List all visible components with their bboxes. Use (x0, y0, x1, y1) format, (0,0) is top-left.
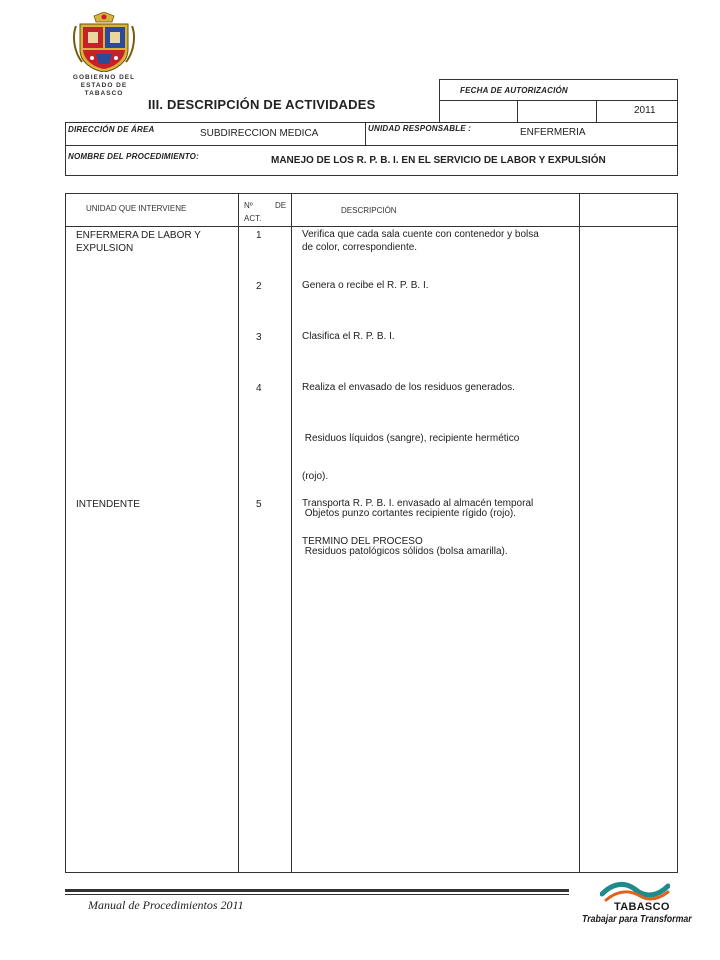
coat-of-arms (72, 12, 136, 106)
table-header-line (65, 226, 678, 227)
activity-desc-2 (302, 280, 576, 293)
activity-num-3: 3 (256, 332, 262, 343)
header-num-c: ACT. (244, 214, 262, 223)
footer-rule-thick (65, 889, 569, 892)
col-divider-3 (579, 193, 580, 873)
activity-detail-line-4: Residuos patológicos sólidos (bolsa amarilla). (302, 545, 508, 557)
authorization-year: 2011 (634, 105, 656, 116)
activity-desc-5 (302, 498, 576, 511)
activity-desc-5-line-1: Transporta R. P. B. I. envasado al almacén temporal (302, 498, 534, 509)
page-title: III. DESCRIPCIÓN DE ACTIVIDADES (148, 97, 376, 112)
unit-cell-2: INTENDENTE (76, 499, 140, 510)
activity-num-1: 1 (256, 230, 262, 241)
process-end (302, 536, 576, 549)
activity-detail-line-2: (rojo). (302, 470, 329, 482)
authorization-label: FECHA DE AUTORIZACIÓN (460, 86, 568, 95)
tabasco-slogan: Trabajar para Transformar (582, 914, 692, 925)
activity-desc-1-line-1: Verifica que cada sala cuente con contenedor y bolsa (302, 229, 539, 240)
procedure-value: MANEJO DE LOS R. P. B. I. EN EL SERVICIO DE LABOR Y EXPULSIÓN (271, 155, 606, 166)
auth-divider-1 (517, 100, 518, 123)
header-num-b: DE (275, 201, 287, 210)
tabasco-logo-icon (600, 878, 670, 902)
area-unit-divider (365, 122, 366, 146)
header-description: DESCRIPCIÓN (341, 206, 397, 215)
col-divider-2 (291, 193, 292, 873)
activity-desc-1-line-2: de color, correspondiente. (302, 241, 418, 253)
unit-cell-1: ENFERMERA DE LABOR Y EXPULSION (76, 230, 201, 254)
header-unit: UNIDAD QUE INTERVIENE (86, 204, 187, 213)
activity-desc-3 (302, 331, 576, 344)
tabasco-logo-name: TABASCO (614, 901, 670, 913)
activity-num-5: 5 (256, 499, 262, 510)
footer-rule-thin (65, 894, 569, 895)
procedure-label: NOMBRE DEL PROCEDIMIENTO: (68, 152, 199, 161)
area-label: DIRECCIÓN DE ÁREA (68, 125, 155, 134)
tabasco-logo (582, 874, 692, 930)
gov-line-2: ESTADO DE (80, 82, 128, 89)
process-end-line: TERMINO DEL PROCESO (302, 536, 423, 547)
activity-num-2: 2 (256, 281, 262, 292)
activity-desc-3-line-1: Clasifica el R. P. B. I. (302, 331, 395, 342)
col-divider-1 (238, 193, 239, 873)
activity-detail-line-3: Objetos punzo cortantes recipiente rígido (rojo). (302, 508, 516, 519)
activity-desc-2-line-1: Genera o recibe el R. P. B. I. (302, 280, 429, 291)
gov-line-1: GOBIERNO DEL (72, 74, 136, 81)
activity-desc-1 (302, 229, 576, 254)
unit-value: ENFERMERIA (520, 127, 586, 138)
area-value: SUBDIRECCION MEDICA (200, 128, 319, 139)
activity-desc-4 (302, 382, 576, 395)
gov-line-3: TABASCO (84, 90, 124, 97)
auth-divider-2 (596, 100, 597, 123)
activity-desc-4-line-1: Realiza el envasado de los residuos generados. (302, 382, 515, 393)
coat-of-arms-icon (72, 12, 136, 72)
activity-detail-line-1: Residuos líquidos (sangre), recipiente hermético (302, 433, 520, 444)
unit-label: UNIDAD RESPONSABLE : (368, 124, 472, 133)
activity-num-4: 4 (256, 383, 262, 394)
header-num-a: Nº (244, 201, 253, 210)
manual-footer-text: Manual de Procedimientos 2011 (88, 898, 244, 912)
